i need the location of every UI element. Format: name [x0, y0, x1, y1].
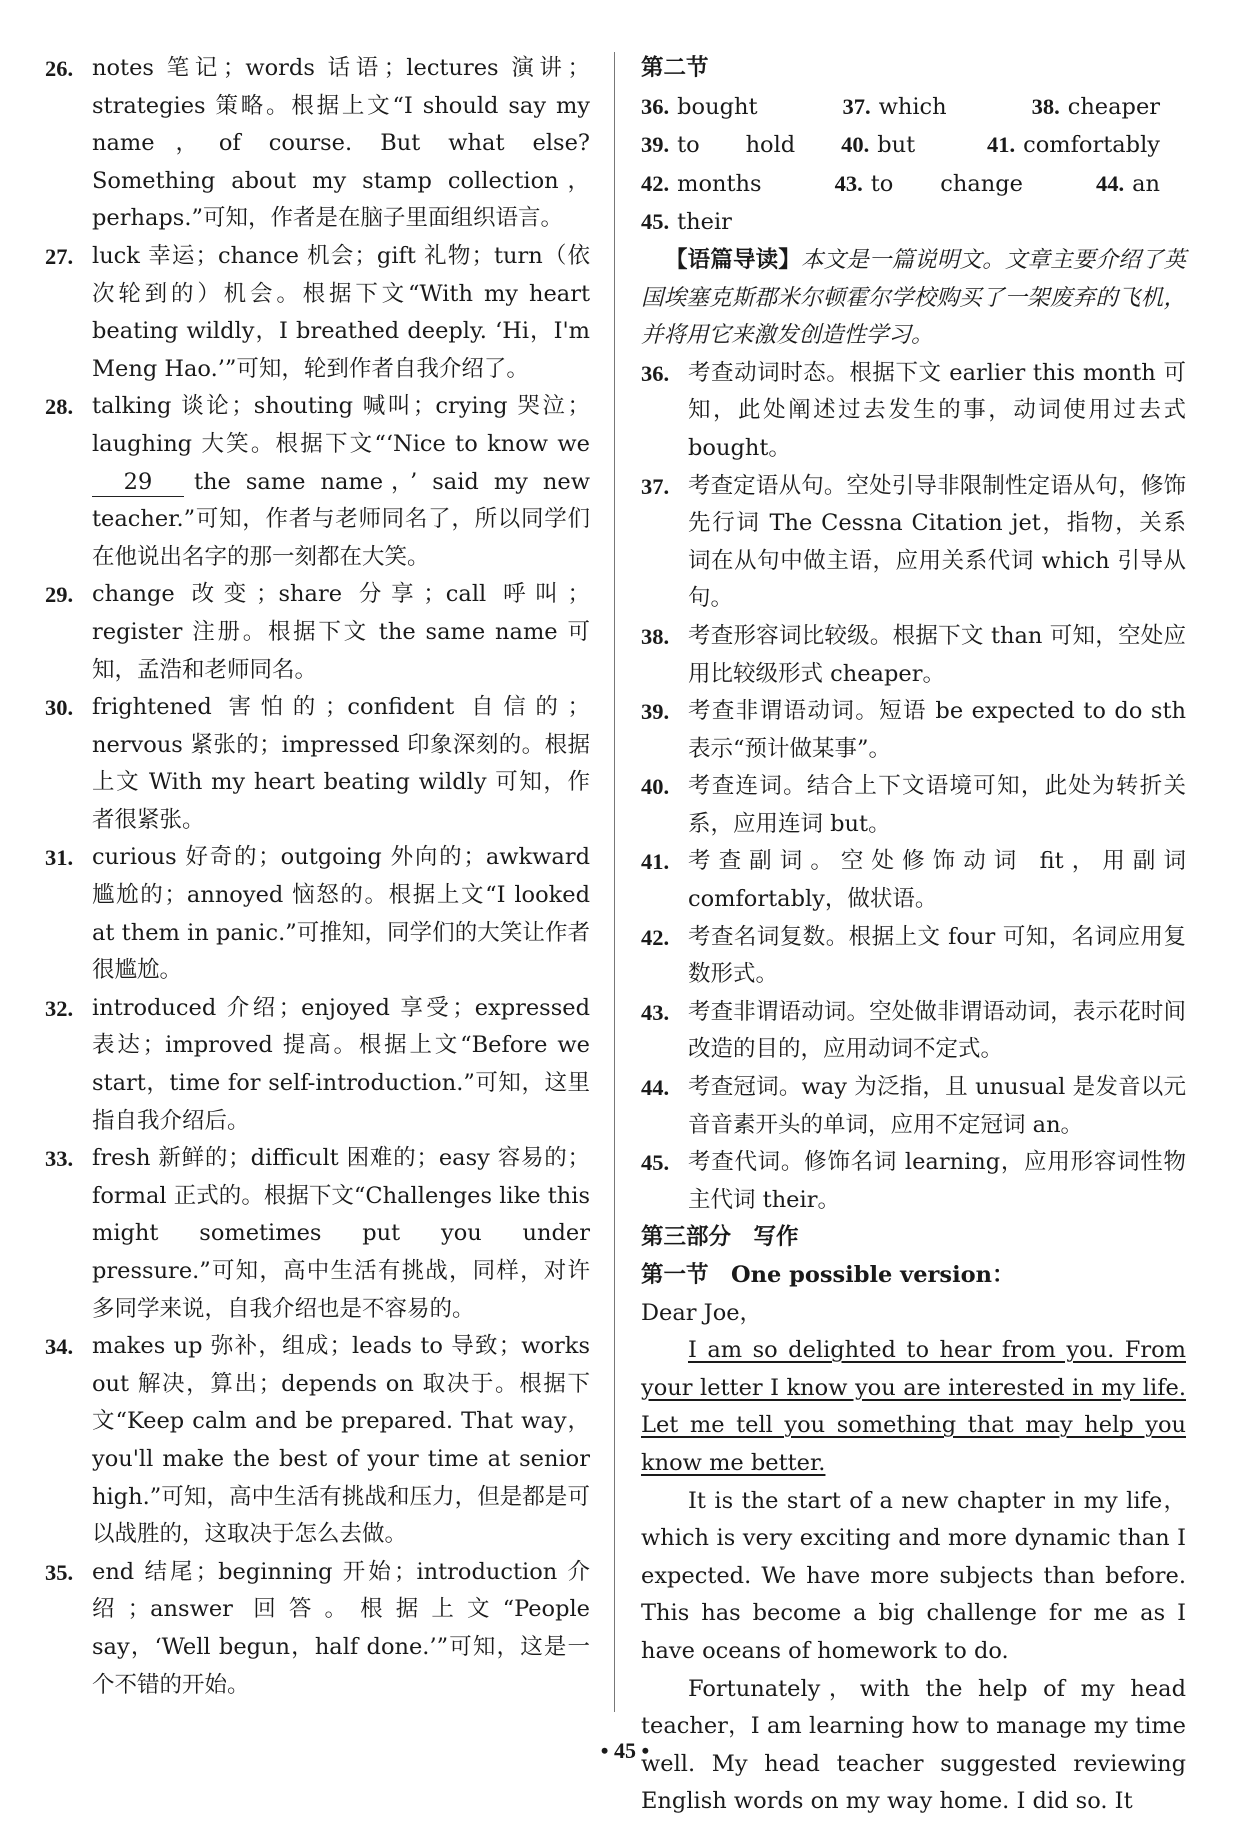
item-number: 35.: [45, 1559, 74, 1585]
left-column: [45, 50, 590, 1704]
answer-number: 44.: [1095, 170, 1125, 196]
item-text: frightened 害怕的；confident 自信的；nervous 紧张的；impressed 印象深刻的。根据上文 With my heart beating wildly 可知，作者很紧张。: [92, 694, 590, 833]
explanation-36: [641, 355, 1186, 468]
answer-number: 41.: [986, 132, 1016, 158]
answer-item-35: [45, 1554, 590, 1704]
item-number: 34.: [45, 1334, 74, 1360]
section-title: 第二节: [641, 55, 709, 81]
answer-39: [641, 132, 795, 158]
answer-41: [987, 132, 1160, 158]
passage-guide: [641, 242, 1186, 355]
item-number: 45.: [641, 1150, 670, 1176]
item-text: 考查定语从句。空处引导非限制性定语从句，修饰先行词 The Cessna Citation jet，指物，关系词在从句中做主语，应用关系代词 which 引导从句。: [688, 472, 1186, 612]
answer-36: [641, 94, 758, 120]
item-number: 44.: [641, 1075, 670, 1101]
answer-45: [641, 209, 732, 235]
guide-text: 本文是一篇说明文。文章主要介绍了英国埃塞克斯郡米尔顿霍尔学校购买了一架废弃的飞机，并将用它来激发创造性学习。: [641, 246, 1186, 349]
item-text: end 结尾；beginning 开始；introduction 介绍；answer 回答。根据上文“People say，‘Well begun，half done.’”可知，这是一个不错的开始。: [92, 1558, 590, 1698]
answer-40: [841, 132, 915, 158]
answer-42: [641, 171, 762, 197]
column-divider: [614, 52, 615, 1712]
item-text: 考查动词时态。根据下文 earlier this month 可知，此处阐述过去发生的事，动词使用过去式 bought。: [688, 359, 1186, 461]
fill-in-blank: 29: [92, 468, 184, 497]
answer-item-30: [45, 689, 590, 839]
answer-number: 39.: [641, 132, 670, 158]
explanation-41: [641, 843, 1186, 918]
item-text: 考查冠词。way 为泛指，且 unusual 是发音以元音音素开头的单词，应用不定冠词 an。: [688, 1074, 1186, 1138]
answer-word: months: [677, 170, 762, 197]
item-number: 40.: [641, 774, 670, 800]
item-text: 考查代词。修饰名词 learning，应用形容词性物主代词 their。: [688, 1149, 1186, 1213]
answer-item-29: [45, 576, 590, 689]
section-subtitle: 第一节 One possible version：: [641, 1262, 1015, 1288]
item-text: 考查非谓语动词。短语 be expected to do sth 表示“预计做某事”。: [688, 698, 1186, 762]
explanation-44: [641, 1069, 1186, 1144]
answer-number: 38.: [1031, 93, 1060, 119]
item-number: 28.: [45, 394, 74, 420]
item-text: introduced 介绍；enjoyed 享受；expressed 表达；improved 提高。根据上文“Before we start，time for self-introduction.”可知，这里指自我介绍后。: [92, 994, 590, 1134]
part-title: 第三部分 写作: [641, 1224, 799, 1251]
item-text: fresh 新鲜的；difficult 困难的；easy 容易的；formal 正式的。根据下文“Challenges like this might sometimes put you under pressure.”可知，高中生活有挑战，同样，对许多同学来说，自我介绍也是不容易的。: [92, 1145, 590, 1322]
item-text: talking 谈论；shouting 喊叫；crying 哭泣；laughing 大笑。根据下文“‘Nice to know we: [92, 393, 590, 457]
item-text: luck 幸运；chance 机会；gift 礼物；turn（依次轮到的）机会。根据下文“With my heart beating wildly，I breathed deeply. ‘Hi，I'm Meng Hao.’”可知，轮到作者自我介绍了。: [92, 242, 590, 382]
answer-number: 43.: [834, 170, 863, 196]
answer-item-31: [45, 839, 590, 989]
letter-paragraph-3: Fortunately，with the help of my head teacher，I am learning how to manage my time well. My head teacher suggested reviewing English words on my way home. I did so. It: [641, 1675, 1186, 1815]
item-text: 考查名词复数。根据上文 four 可知，名词应用复数形式。: [688, 923, 1186, 988]
item-number: 26.: [45, 56, 74, 81]
answer-word: their: [677, 209, 732, 236]
answer-word: bought: [677, 93, 758, 120]
item-text: curious 好奇的；outgoing 外向的；awkward 尴尬的；annoyed 恼怒的。根据上文“I looked at them in panic.”可推知，同学们的大笑让作者很尴尬。: [92, 844, 590, 984]
answer-word: to change: [870, 170, 1023, 197]
explanation-40: [641, 768, 1186, 843]
item-text-continued: the same name，’ said my new teacher.”可知，作者与老师同名了，所以同学们在他说出名字的那一刻都在大笑。: [92, 468, 590, 570]
item-text: change 改变；share 分享；call 呼叫；register 注册。根据下文 the same name 可知，孟浩和老师同名。: [92, 581, 590, 683]
answer-word: but: [877, 132, 916, 159]
item-text: makes up 弥补，组成；leads to 导致；works out 解决，算出；depends on 取决于。根据下文“Keep calm and be prepared. That way，you'll make the best of your time at senior high.”可知，高中生活有挑战和压力，但是都是可以战胜的，这取决于怎么去做。: [92, 1333, 590, 1548]
answer-word: an: [1132, 170, 1160, 197]
answer-word: which: [878, 93, 947, 120]
item-number: 36.: [641, 360, 670, 386]
answer-number: 37.: [842, 93, 871, 119]
answer-number: 36.: [641, 93, 670, 119]
guide-label: 【语篇导读】: [665, 246, 801, 273]
item-number: 30.: [45, 695, 74, 721]
answer-37: [842, 94, 946, 120]
item-number: 39.: [641, 699, 670, 725]
answer-key: [641, 88, 1186, 242]
answer-number: 40.: [841, 132, 870, 158]
item-number: 41.: [641, 849, 670, 875]
answer-item-26: [45, 50, 590, 238]
answer-word: to hold: [677, 132, 796, 159]
item-number: 27.: [45, 243, 74, 269]
item-text: 考查连词。结合上下文语境可知，此处为转折关系，应用连词 but。: [688, 773, 1186, 837]
item-text: 考查非谓语动词。空处做非谓语动词，表示花时间改造的目的，应用动词不定式。: [688, 998, 1186, 1063]
explanation-45: [641, 1144, 1186, 1219]
right-column: [641, 50, 1186, 1821]
item-number: 37.: [641, 473, 670, 499]
answer-item-32: [45, 990, 590, 1140]
answer-number: 42.: [641, 170, 670, 196]
answer-number: 45.: [641, 209, 670, 235]
answer-word: comfortably: [1023, 132, 1160, 159]
answer-word: cheaper: [1067, 93, 1161, 120]
item-text: notes 笔记；words 话语；lectures 演讲；strategies 策略。根据上文“I should say my name，of course. But what else? Something about my stamp collection，perhaps.”可知，作者是在脑子里面组织语言。: [92, 55, 590, 232]
item-number: 42.: [641, 924, 670, 950]
answer-38: [1032, 94, 1160, 120]
letter-paragraph-1: I am so delighted to hear from you. From your letter I know you are interested in my life. Let me tell you something that may help you know me better.: [641, 1337, 1186, 1476]
letter-greeting: Dear Joe，: [641, 1299, 763, 1326]
explanation-39: [641, 693, 1186, 768]
letter-paragraph-2: It is the start of a new chapter in my life，which is very exciting and more dynamic than I expected. We have more subjects than before. This has become a big challenge for me as I have oceans of homework to do.: [641, 1487, 1186, 1664]
item-number: 38.: [641, 623, 670, 649]
answer-44: [1096, 171, 1160, 197]
answer-item-27: [45, 238, 590, 388]
item-number: 29.: [45, 582, 74, 608]
explanation-43: [641, 994, 1186, 1069]
page-number: • 45 •: [600, 1738, 650, 1763]
answer-item-34: [45, 1328, 590, 1554]
item-text: 考查副词。空处修饰动词 fit，用副词 comfortably，做状语。: [688, 848, 1186, 913]
answer-item-28: [45, 388, 590, 576]
item-number: 32.: [45, 995, 74, 1021]
item-number: 43.: [641, 999, 670, 1025]
explanation-38: [641, 618, 1186, 693]
explanation-42: [641, 919, 1186, 994]
item-text: 考查形容词比较级。根据下文 than 可知，空处应用比较级形式 cheaper。: [688, 622, 1186, 687]
answer-43: [835, 171, 1023, 197]
answer-item-33: [45, 1140, 590, 1328]
item-number: 31.: [45, 845, 74, 871]
explanation-37: [641, 468, 1186, 618]
item-number: 33.: [45, 1146, 74, 1172]
